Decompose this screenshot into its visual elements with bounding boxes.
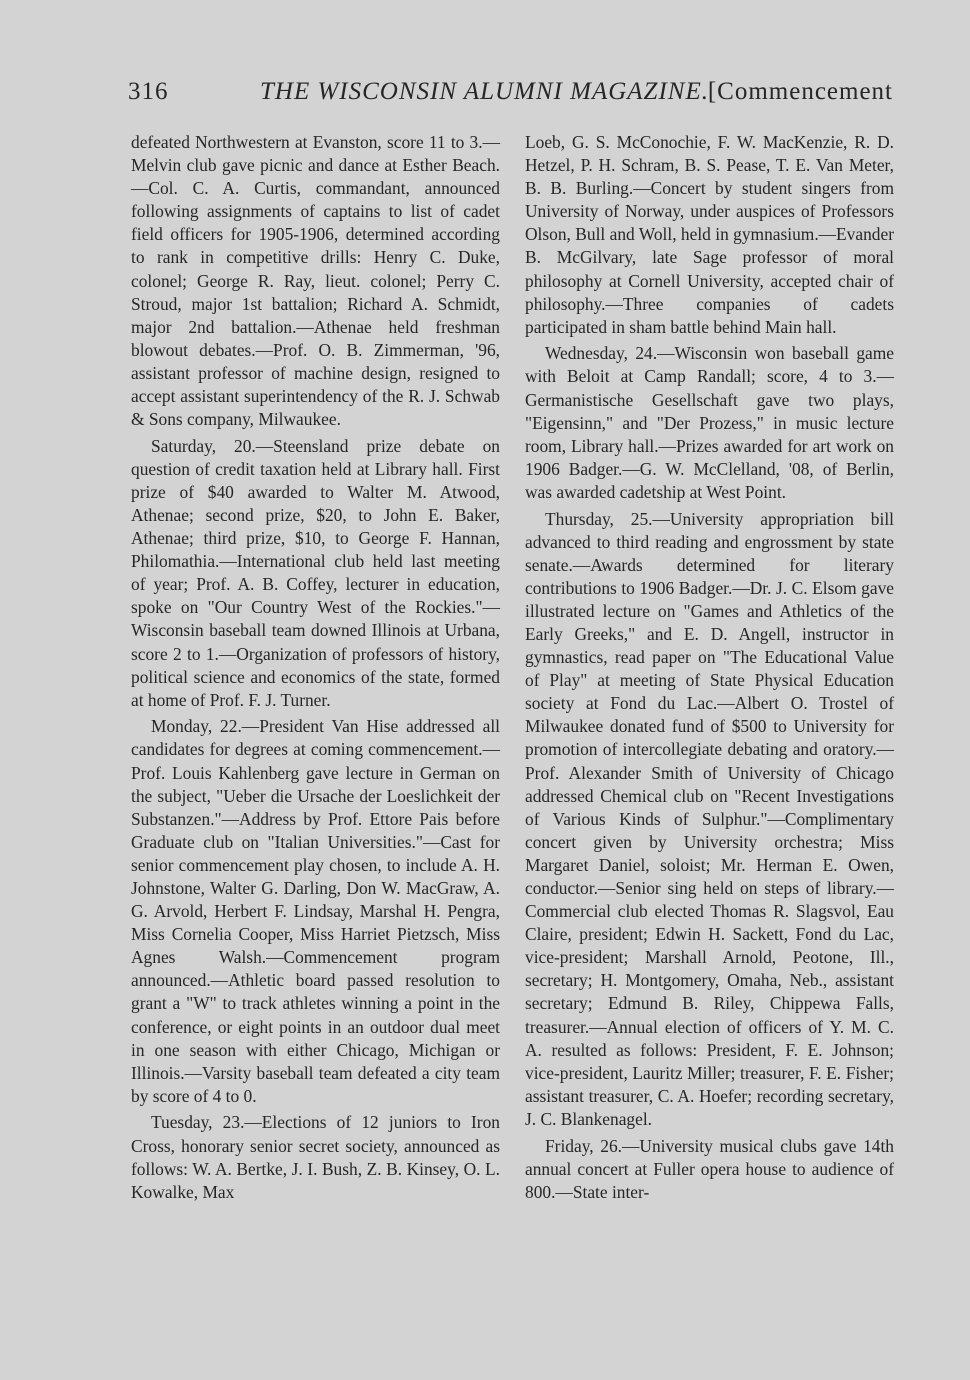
magazine-title: THE WISCONSIN ALUMNI MAGAZINE. bbox=[260, 78, 709, 105]
paragraph: Saturday, 20.—Steensland prize debate on question of credit taxation held at Library hall. First prize of $40 awarded to Walter M. Atwood, Athenae; second prize, $20, to John E. Baker, Athenae; third prize, $10, to George F. Hannan, Philomathia.—International club held last meeting of year; Prof. A. B. Coffey, lecturer in education, spoke on "Our Country West of the Rockies."—Wisconsin baseball team downed Illinois at Urbana, score 2 to 1.—Organization of professors of history, political science and economics of the state, formed at home of Prof. F. J. Turner. bbox=[131, 435, 500, 710]
page-number: 316 bbox=[128, 78, 169, 105]
paragraph: Loeb, G. S. McConochie, F. W. MacKenzie, R. D. Hetzel, P. H. Schram, B. S. Pease, T. E. Van Meter, B. B. Burling.—Concert by student singers from University of Norway, under auspices of Professors Olson, Bull and Woll, held in gymnasium.—Evander B. McGilvary, late Sage professor of moral philosophy at Cornell University, accepted chair of philosophy.—Three companies of cadets participated in sham battle behind Main hall. bbox=[525, 132, 894, 337]
page-header bbox=[128, 78, 893, 112]
paragraph: Tuesday, 23.—Elections of 12 juniors to Iron Cross, honorary senior secret society, announced as follows: W. A. Bertke, J. I. Bush, Z. B. Kinsey, O. L. Kowalke, Max bbox=[131, 1112, 500, 1202]
paragraph: Wednesday, 24.—Wisconsin won baseball game with Beloit at Camp Randall; score, 4 to 3.—Germanistische Gesellschaft gave two plays, "Eigensinn," and "Der Prozess," in music lecture room, Library hall.—Prizes awarded for art work on 1906 Badger.—G. W. McClelland, '08, of Berlin, was awarded cadetship at West Point. bbox=[525, 343, 894, 502]
right-column bbox=[525, 131, 894, 1207]
paragraph: Thursday, 25.—University appropriation bill advanced to third reading and engrossment by state senate.—Awards determined for literary contributions to 1906 Badger.—Dr. J. C. Elsom gave illustrated lecture on "Games and Athletics of the Early Greeks," and E. D. Angell, instructor in gymnastics, read paper on "The Educational Value of Play" at meeting of State Physical Education society at Fond du Lac.—Albert O. Trostel of Milwaukee donated fund of $500 to University for promotion of intercollegiate debating and oratory.—Prof. Alexander Smith of University of Chicago addressed Chemical club on "Recent Investigations of Various Kinds of Sulphur."—Complimentary concert given by University orchestra; Miss Margaret Daniel, soloist; Mr. Herman E. Owen, conductor.—Senior sing held on steps of library.—Commercial club elected Thomas R. Slagsvol, Eau Claire, president; Edwin H. Sackett, Fond du Lac, vice-president; Marshall Arnold, Peotone, Ill., secretary; H. Montgomery, Omaha, Neb., assistant secretary; Edmund B. Riley, Chippewa Falls, treasurer.—Annual election of officers of Y. M. C. A. resulted as follows: President, F. E. Johnson; vice-president, Lauritz Miller; treasurer, F. E. Fisher; assistant treasurer, C. A. Hoefer; recording secretary, J. C. Blankenagel. bbox=[525, 508, 894, 1129]
paragraph: Monday, 22.—President Van Hise addressed all candidates for degrees at coming commencement.—Prof. Louis Kahlenberg gave lecture in German on the subject, "Ueber die Ursache der Loeslichkeit der Substanzen."—Address by Prof. Ettore Pais before Graduate club on "Italian Universities."—Cast for senior commencement play chosen, to include A. H. Johnstone, Walter G. Darling, Don W. MacGraw, A. G. Arvold, Herbert F. Lindsay, Marshal H. Pengra, Miss Cornelia Cooper, Miss Harriet Pietzsch, Miss Agnes Walsh.—Commencement program announced.—Athletic board passed resolution to grant a "W" to track athletes winning a point in the conference, or eight points in an outdoor dual meet in one season with either Chicago, Michigan or Illinois.—Varsity baseball team defeated a city team by score of 4 to 0. bbox=[131, 716, 500, 1106]
paragraph: Friday, 26.—University musical clubs gave 14th annual concert at Fuller opera house to audience of 800.—State inter- bbox=[525, 1135, 894, 1202]
left-column bbox=[131, 131, 500, 1207]
paragraph: defeated Northwestern at Evanston, score 11 to 3.—Melvin club gave picnic and dance at Esther Beach.—Col. C. A. Curtis, commandant, announced following assignments of captains to list of cadet field officers for 1905-1906, determined according to rank in competitive drills: Henry C. Duke, colonel; George R. Ray, lieut. colonel; Perry C. Stroud, major 1st battalion; Richard A. Schmidt, major 2nd battalion.—Athenae held freshman blowout debates.—Prof. O. B. Zimmerman, '96, assistant professor of machine design, resigned to accept assistant superintendency of the R. J. Schwab & Sons company, Milwaukee. bbox=[131, 132, 500, 430]
section-label: [Commencement bbox=[707, 78, 893, 105]
